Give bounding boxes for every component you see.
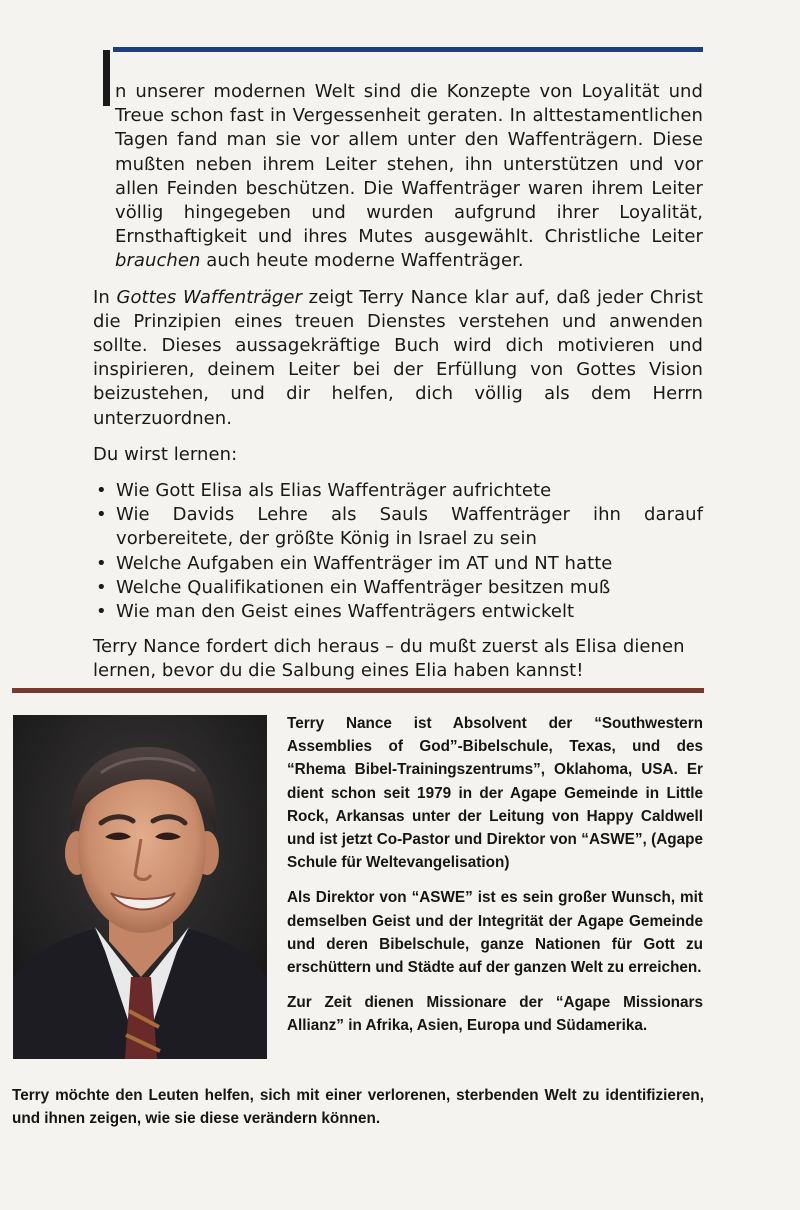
bullet-lead: Du wirst lernen: (93, 443, 238, 465)
middle-brown-rule (12, 688, 704, 693)
author-photo (13, 715, 267, 1059)
bio-paragraph-3: Zur Zeit dienen Missionare der “Agape Missionars Allianz” in Afrika, Asien, Europa und Südamerika. (287, 994, 703, 1035)
blurb-text (93, 80, 703, 696)
intro-paragraph-1-text: n unserer modernen Welt sind die Konzepte von Loyalität und Treue schon fast in Vergessenheit geraten. In alttestamentlichen Tagen fand man sie vor allem unter den Waffenträgern. Diese mußten neben ihrem Leiter stehen, ihn unterstützen und vor allen Feinden beschützen. Die Waffenträger waren ihrem Leiter völlig hingegeben und wurden aufgrund ihrer Loyalität, Ernsthaftigkeit und ihres Mutes ausgewählt. Christliche Leiter (115, 81, 703, 248)
list-item: • Wie man den Geist eines Waffenträgers entwickelt (93, 600, 703, 624)
closing-paragraph: Terry Nance fordert dich heraus – du mußt zuerst als Elisa dienen lernen, bevor du die Salbung eines Elia haben kannst! (93, 636, 685, 682)
intro-paragraph-2-start: In (93, 286, 110, 308)
intro-paragraph-2-text: zeigt Terry Nance klar auf, daß jeder Christ die Prinzipien eines treuen Dienstes verstehen und anwenden sollte. Dieses aussagekräftige Buch wird dich motivieren und inspirieren, deinem Leiter bei der Erfüllung von Gottes Vision beizustehen, und dir helfen, dich völlig als dem Herrn unterzuordnen. (93, 286, 703, 429)
intro-paragraph-2 (93, 286, 703, 431)
list-item: • Welche Qualifikationen ein Waffenträger besitzen muß (93, 576, 703, 600)
top-blue-rule (113, 47, 703, 52)
list-item: • Welche Aufgaben ein Waffenträger im AT und NT hatte (93, 552, 703, 576)
book-title-italic: Gottes Waffenträger (116, 286, 302, 308)
intro-paragraph-1 (93, 80, 703, 274)
bio-paragraph-2: Als Direktor von “ASWE” ist es sein großer Wunsch, mit demselben Geist und der Integrität der Agape Gemeinde und deren Bibelschule, ganze Nationen für Gott zu erschüttern und Städte auf der ganzen Welt zu erreichen. (287, 889, 703, 977)
intro-italic-word: brauchen (115, 250, 201, 272)
intro-paragraph-1-end: auch heute moderne Waffenträger. (206, 250, 524, 272)
author-portrait-illustration (13, 715, 267, 1059)
author-bio-footer (12, 1084, 704, 1130)
list-item: • Wie Gott Elisa als Elias Waffenträger aufrichtete (93, 479, 703, 503)
learning-list (93, 479, 703, 624)
bio-paragraph-1: Terry Nance ist Absolvent der “Southwestern Assemblies of God”-Bibelschule, Texas, und des “Rhema Bibel-Trainingszentrums”, Oklahoma, USA. Er dient schon seit 1979 in der Agape Gemeinde in Little Rock, Arkansas unter der Leitung von Happy Caldwell und ist jetzt Co-Pastor und Direktor von “ASWE”, (Agape Schule für Weltevangelisation) (287, 715, 703, 872)
list-item: • Wie Davids Lehre als Sauls Waffenträger ihn darauf vorbereitete, der größte König in Israel zu sein (93, 503, 703, 551)
bio-paragraph-4: Terry möchte den Leuten helfen, sich mit einer verlorenen, sterbenden Welt zu identifizieren, und ihnen zeigen, wie sie diese verändern können. (12, 1087, 704, 1128)
author-bio (287, 712, 703, 1050)
